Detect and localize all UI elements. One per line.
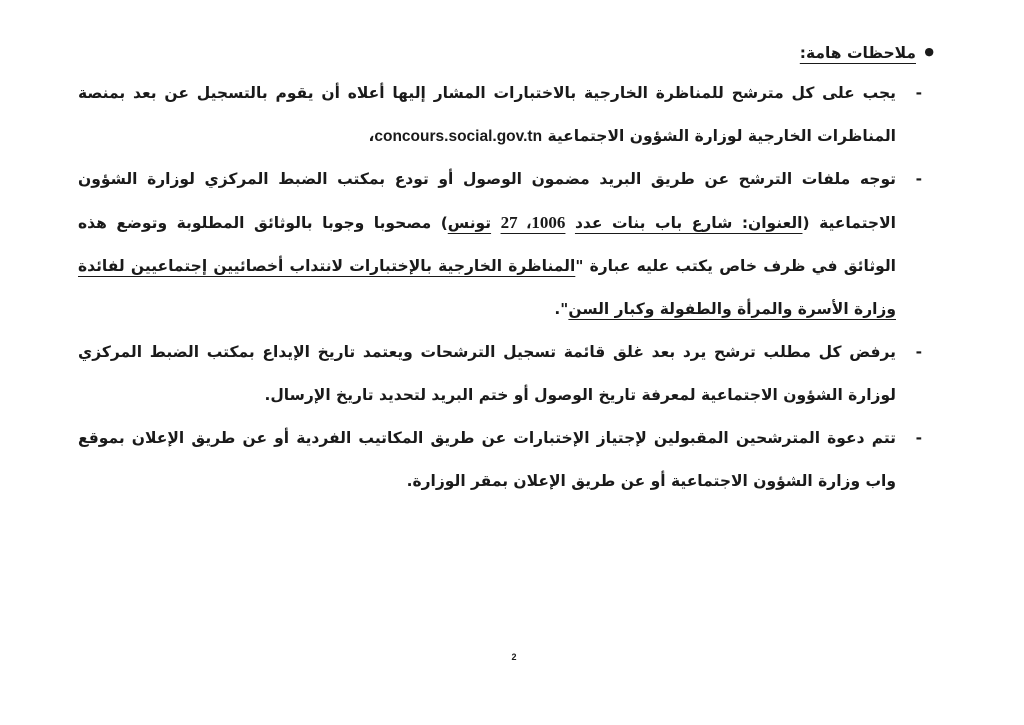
ministry-address-label: العنوان: شارع باب بنات عدد <box>574 214 803 232</box>
note-item-invitation <box>78 417 922 503</box>
note-1-punctuation: ، <box>368 127 375 145</box>
bullet-icon: ● <box>924 45 934 58</box>
note-3-text: يرفض كل مطلب ترشح يرد بعد غلق قائمة تسجيل الترشحات ويعتمد تاريخ الإيداع بمكتب الضبط المركزي لوزارة الشؤون الاجتماعية لمعرفة تاريخ الوصول أو ختم البريد لتحديد تاريخ الإرسال. <box>78 343 896 404</box>
ministry-address-city: تونس <box>447 214 492 232</box>
note-item-registration <box>78 72 922 158</box>
registration-platform-link: concours.social.gov.tn <box>374 128 543 145</box>
notes-heading: ملاحظات هامة: <box>799 44 916 62</box>
notes-heading-row <box>78 32 934 72</box>
note-2-text-middle: ) مصحوبا وجوبا بالوثائق المطلوبة وتوضع هذه الوثائق في ظرف خاص يكتب عليه عبارة " <box>78 214 896 275</box>
page-number: 2 <box>511 652 517 662</box>
dash-marker: - <box>915 343 922 361</box>
dash-marker: - <box>915 429 922 447</box>
notes-section <box>78 32 934 503</box>
note-2-text-start: توجه ملفات الترشح عن طريق البريد مضمون الوصول أو تودع بمكتب الضبط المركزي لوزارة الشؤون الاجتماعية ( <box>78 170 896 232</box>
note-1-text: يجب على كل مترشح للمناظرة الخارجية بالاختبارات المشار إليها أعلاه أن يقوم بالتسجيل عن بعد بمنصة المناظرات الخارجية لوزارة الشؤون الاجتماعية <box>78 84 896 145</box>
note-item-late-applications <box>78 331 922 417</box>
envelope-label-text: المناظرة الخارجية بالإختبارات لانتداب أخصائيين إجتماعيين لفائدة وزارة الأسرة والمرأة والطفولة وكبار السن <box>78 257 896 318</box>
dash-marker: - <box>915 84 922 102</box>
note-4-text: تتم دعوة المترشحين المقبولين لإجتياز الإختبارات عن طريق المكاتيب الفردية أو عن طريق الإعلان بموقع واب وزارة الشؤون الاجتماعية أو عن طريق الإعلان بمقر الوزارة. <box>78 429 896 490</box>
note-2-text-end: ". <box>554 300 569 318</box>
dash-marker: - <box>915 170 922 188</box>
ministry-address-number: 27 ،1006 <box>500 213 566 232</box>
note-item-file-submission <box>78 158 922 331</box>
